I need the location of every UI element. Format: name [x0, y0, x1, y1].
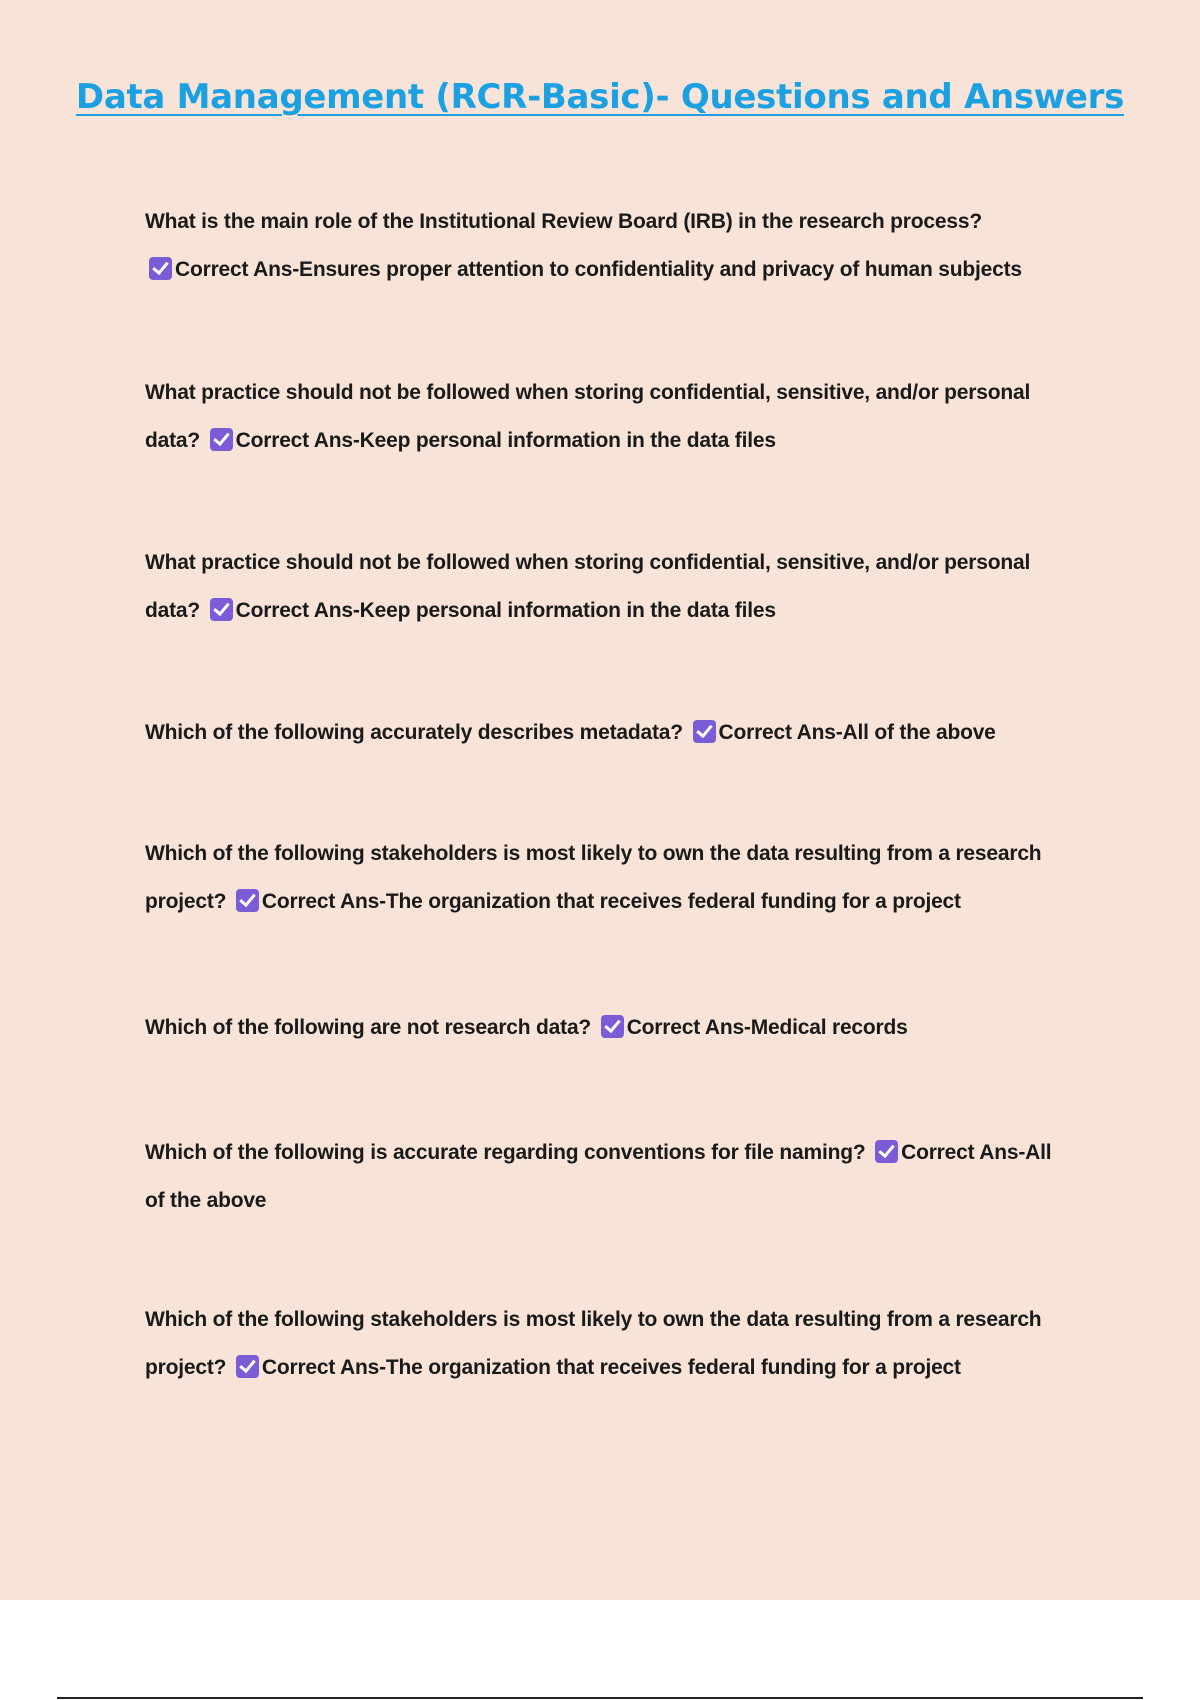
- question-text: What practice should not be followed when storing confidential, sensitive, and/or personal data?: [145, 551, 1031, 622]
- checkbox-checked-icon: [601, 1015, 624, 1038]
- question-text: What practice should not be followed when storing confidential, sensitive, and/or personal data?: [145, 381, 1031, 452]
- footer-divider: [57, 1697, 1143, 1699]
- checkbox-checked-icon: [693, 720, 716, 743]
- document-title: Data Management (RCR-Basic)- Questions and Answers: [75, 77, 1125, 117]
- question-text: What is the main role of the Institutional Review Board (IRB) in the research process?: [145, 210, 982, 233]
- qa-item: [145, 709, 1075, 757]
- question-text: Which of the following is accurate regarding conventions for file naming?: [145, 1141, 866, 1164]
- answer-text: Correct Ans-The organization that receives federal funding for a project: [261, 889, 961, 913]
- qa-item: [145, 369, 1075, 464]
- answer-text: Correct Ans-All of the above: [718, 721, 996, 744]
- checkbox-checked-icon: [236, 889, 259, 912]
- qa-item: [145, 1004, 1075, 1052]
- answer-text: Correct Ans-Ensures proper attention to confidentiality and privacy of human subjects: [175, 257, 1022, 281]
- qa-item: [145, 830, 1075, 925]
- qa-item: [145, 1129, 1075, 1224]
- checkbox-checked-icon: [210, 598, 233, 621]
- qa-item: [145, 1296, 1075, 1391]
- checkbox-checked-icon: [149, 257, 172, 280]
- answer-text: Correct Ans-Keep personal information in the data files: [235, 598, 776, 622]
- question-text: Which of the following are not research data?: [145, 1016, 592, 1039]
- answer-text: Correct Ans-Keep personal information in the data files: [235, 428, 776, 452]
- checkbox-checked-icon: [875, 1140, 898, 1163]
- qa-item: [145, 539, 1075, 634]
- checkbox-checked-icon: [210, 428, 233, 451]
- answer-text: Correct Ans-The organization that receives federal funding for a project: [261, 1355, 961, 1379]
- answer-text: Correct Ans-Medical records: [626, 1016, 908, 1039]
- checkbox-checked-icon: [236, 1355, 259, 1378]
- question-text: Which of the following accurately describes metadata?: [145, 721, 683, 744]
- question-text: Which of the following stakeholders is most likely to own the data resulting from a research project?: [145, 1308, 1042, 1379]
- question-text: Which of the following stakeholders is most likely to own the data resulting from a research project?: [145, 842, 1042, 913]
- qa-item: [145, 198, 1075, 293]
- answer-text: Correct Ans-All of the above: [145, 1141, 1052, 1212]
